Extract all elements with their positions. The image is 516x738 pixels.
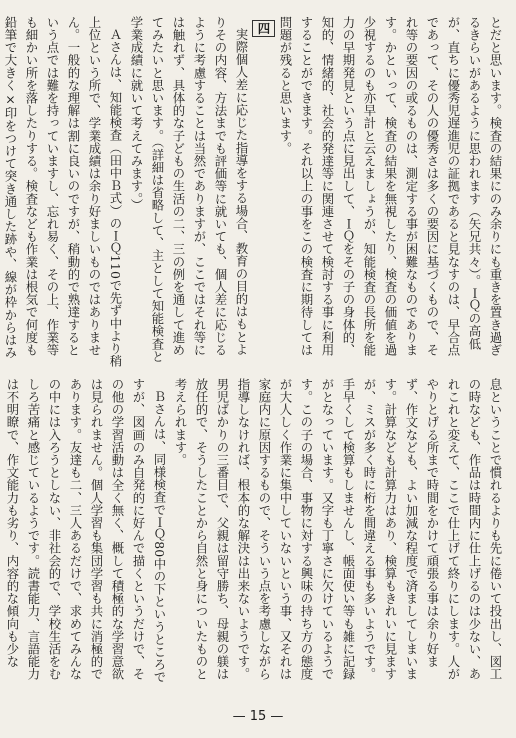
paragraph: Ｂさんは、同様検査でＩＱ80中の下というところですが、図画のみ自発的に好んで描くというだけで、その他の学習活動は全く無く、概して積極的な学習意欲は見られません。個人学習も集団学習も共に消極的であります。友達も二、三人あるだけで、求めてみんなの中には入ろうとしない、非社会的で、学校生活をむしろ苦痛と感じているようです。読書能力、言語能力は不明瞭で、作文能力も劣り、内容的な傾向も少な (5, 378, 167, 684)
page-number: — 15 — (232, 709, 284, 724)
paragraph: 実際個人差に応じた指導をする場合、教育の目的はもとよりその内容、方法までも評価等に就いても、個人差に応じるように考慮することは当然でありますが、ここではそれ等には触れず、具体的な子どもの生活の二、三の例を通して進めてみたいと思います。（詳細は省略して、主として知能検査と学業成績に就いて考えてみます。） (129, 16, 249, 363)
paragraph: Ａさんは、知能検査（田中Ｂ式）のＩＱ110で先ず中より稍上位という所で、学業成績は余り好ましいものではありません。一般的な理解は割に良いのですが、稍動的で熟達するという点では難を持っていますし、忘れ易く、その上、作業等も細かい所を落したりする。検査なども作業は根気で何度も鉛筆で大きく×印をつけて突き通した跡や、線が枠からはみ (3, 16, 123, 368)
upper-text-block (3, 16, 506, 368)
paragraph: とだと思います。検査の結果にのみ余りにも重きを置き過ぎるきらいがあるように思われます（矢兄共々）。ＩＱの高低が、直ちに優秀児遅進児の証拠であると見なすのは、早合点であって、その人の優秀さは多くの要因に基づくもので、それ等の要因の或るものは、測定する事が困難なものであります。かといって、検査の結果を無視したり、検査の価値を過少視するのも亦早計と云えましょうが、知能検査の長所を能力の早期発見という点に見出して、ＩＱをその子の身体的、知的、情緒的、社会的発達等に関連させて検討する事に利用することができます。それ以上の事をこの検査に期待しては問題が残ると思います。 (278, 16, 503, 357)
paragraph: 息ということで慣れるよりも先に倦いて投出し、図工の時なども、作品は時間内に仕上げるのは少ない、あれこれと変えて、ここで仕上げて終りにします。人がやりとげる所まで時間をかけて頑張る事は余り好まず、作文なども、よい加減な程度で済ましてしまいます。計算なども計算力はあり、検算もきれいに見ますが、ミスが多く時に桁を間違える事も多いようです。手早くして検算もしませんし、帳面使い等も雑に記録がとなっています。又字も丁寧さに欠けているようです。この子の場合、事物に対する興味の持ち方の態度が大人しく作業に集中していないという事、又それは家庭内に原因するもので、そういう点を考慮しながら指導しなければ、根本的な解決は出来ないようです。男児ばかりの三番目で、父親は留守勝ち、母親の躾は放任的で、そうしたことから自然と身についたものと考えられます。 (173, 378, 503, 681)
lower-text-block (5, 378, 506, 690)
section-heading: 四 (252, 20, 275, 37)
